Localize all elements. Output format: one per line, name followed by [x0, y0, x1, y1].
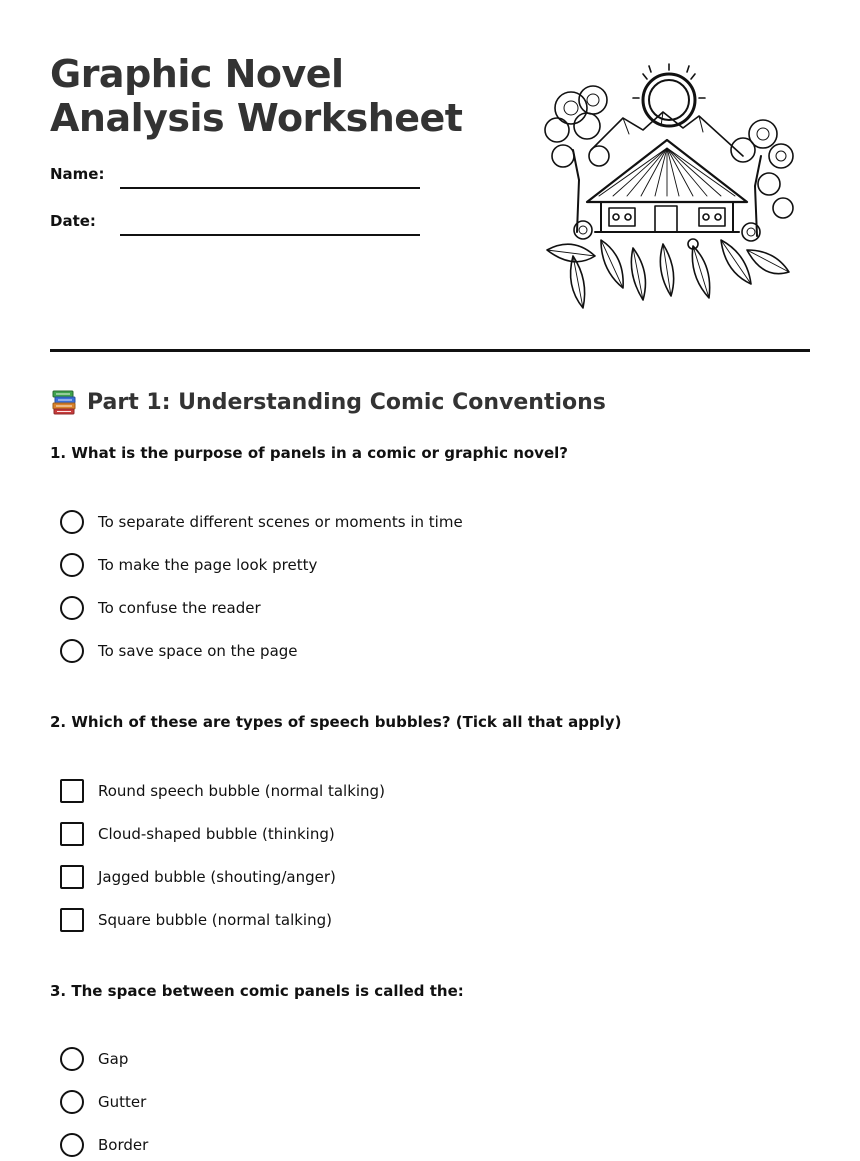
question-2: 2. Which of these are types of speech bubbles? (Tick all that apply) [50, 713, 622, 731]
part1-heading [50, 388, 606, 416]
q2-option-3[interactable] [60, 864, 336, 890]
q1-option-4[interactable] [60, 638, 298, 664]
radio-button[interactable] [60, 510, 84, 534]
radio-button[interactable] [60, 639, 84, 663]
radio-button[interactable] [60, 1133, 84, 1157]
left-tree-icon [545, 86, 609, 232]
cabin-icon [587, 140, 747, 232]
q3-option-1[interactable] [60, 1046, 128, 1072]
q2-option-2[interactable] [60, 821, 335, 847]
checkbox[interactable] [60, 822, 84, 846]
option-label: Gutter [98, 1093, 147, 1111]
worksheet-header [50, 0, 810, 352]
question-3: 3. The space between comic panels is called the: [50, 982, 464, 1000]
checkbox[interactable] [60, 865, 84, 889]
option-label: Cloud-shaped bubble (thinking) [98, 825, 335, 843]
q1-option-1[interactable] [60, 509, 463, 535]
option-label: Jagged bubble (shouting/anger) [98, 868, 336, 886]
cabin-illustration-icon [543, 60, 795, 318]
option-label: To save space on the page [98, 642, 298, 660]
option-label: To confuse the reader [98, 599, 261, 617]
option-label: Round speech bubble (normal talking) [98, 782, 385, 800]
checkbox[interactable] [60, 908, 84, 932]
option-label: Border [98, 1136, 149, 1154]
radio-button[interactable] [60, 1090, 84, 1114]
name-field [50, 162, 430, 192]
name-label: Name: [50, 165, 105, 183]
option-label: To separate different scenes or moments in time [98, 513, 463, 531]
q3-option-2[interactable] [60, 1089, 146, 1115]
radio-button[interactable] [60, 553, 84, 577]
foliage-icon [547, 221, 789, 308]
date-field [50, 209, 430, 239]
option-label: Square bubble (normal talking) [98, 911, 332, 929]
books-icon [50, 388, 78, 416]
checkbox[interactable] [60, 779, 84, 803]
option-label: Gap [98, 1050, 129, 1068]
header-divider [50, 349, 810, 352]
option-label: To make the page look pretty [98, 556, 318, 574]
radio-button[interactable] [60, 1047, 84, 1071]
part1-title: Part 1: Understanding Comic Conventions [87, 389, 606, 415]
name-input-line[interactable] [120, 187, 420, 189]
right-tree-icon [731, 120, 793, 236]
question-1: 1. What is the purpose of panels in a comic or graphic novel? [50, 444, 568, 462]
q3-option-3[interactable] [60, 1132, 148, 1158]
q2-option-1[interactable] [60, 778, 385, 804]
page-title: Graphic Novel Analysis Worksheet [50, 52, 463, 140]
q2-option-4[interactable] [60, 907, 332, 933]
date-input-line[interactable] [120, 234, 420, 236]
worksheet-page [50, 0, 810, 1161]
date-label: Date: [50, 212, 96, 230]
q1-option-2[interactable] [60, 552, 317, 578]
radio-button[interactable] [60, 596, 84, 620]
q1-option-3[interactable] [60, 595, 261, 621]
